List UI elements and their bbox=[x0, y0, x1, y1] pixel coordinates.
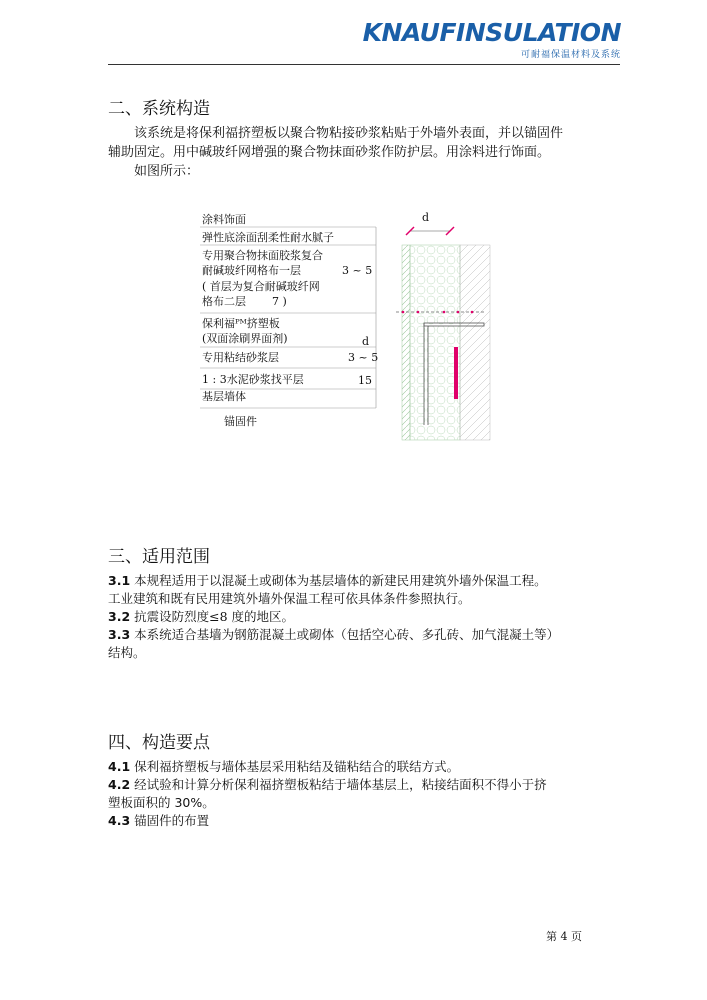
layer-dim-4: 3 ~ 5 bbox=[348, 351, 379, 364]
layer-dim-3: d bbox=[362, 335, 370, 348]
list-item: 4.1 保利福挤塑板与墙体基层采用粘结及锚粘结合的联结方式。 bbox=[108, 759, 460, 774]
para-line-1: 该系统是将保利福挤塑板以聚合物粘接砂浆粘贴于外墙外表面，并以锚固件 bbox=[134, 126, 564, 141]
layer-label-9: 专用粘结砂浆层 bbox=[202, 351, 279, 364]
list-item: 工业建筑和既有民用建筑外墙外保温工程可依具体条件参照执行。 bbox=[108, 591, 471, 606]
layer-label-11: 基层墙体 bbox=[202, 390, 246, 403]
knauf-insulation-logo bbox=[363, 20, 621, 60]
list-item: 3.3 本系统适合基墙为钢筋混凝土或砌体（包括空心砖、多孔砖、加气混凝土等） bbox=[108, 627, 560, 642]
section-3-title: 三、适用范围 bbox=[108, 547, 210, 567]
para-line-3: 如图所示： bbox=[134, 164, 200, 179]
section-4-list bbox=[108, 758, 608, 830]
layer-dim-5: 15 bbox=[358, 374, 372, 387]
layer-label-1: 涂料饰面 bbox=[202, 213, 246, 226]
logo-sub-text: 可耐福保温材料及系统 bbox=[520, 50, 621, 60]
logo-main-text: KNAUFINSULATION bbox=[362, 18, 621, 47]
list-item: 3.1 本规程适用于以混凝土或砌体为基层墙体的新建民用建筑外墙外保温工程。 bbox=[108, 573, 547, 588]
page-number: 第 4 页 bbox=[546, 930, 582, 943]
layer-label-7: 保利福ᴾᴹ挤塑板 bbox=[202, 317, 280, 330]
para-line-2: 辅助固定。用中碱玻纤网增强的聚合物抹面砂浆作防护层。用涂料进行饰面。 bbox=[108, 145, 551, 160]
layer-label-3: 专用聚合物抹面胶浆复合 bbox=[202, 249, 323, 262]
list-item: 结构。 bbox=[108, 645, 146, 660]
layer-dim-1: 3 ~ 5 bbox=[342, 264, 373, 277]
layer-label-4: 耐碱玻纤网格布一层 bbox=[202, 264, 301, 277]
layer-label-8: (双面涂刷界面剂) bbox=[202, 332, 288, 345]
system-construction-diagram bbox=[196, 205, 506, 445]
list-item: 4.2 经试验和计算分析保利福挤塑板粘结于墙体基层上，粘接结面积不得小于挤 bbox=[108, 777, 547, 792]
section-3-list bbox=[108, 572, 608, 662]
section-2-title: 二、系统构造 bbox=[108, 99, 210, 119]
layer-label-10: 1 : 3水泥砂浆找平层 bbox=[202, 373, 304, 386]
layer-label-5: ( 首层为复合耐碱玻纤网 bbox=[202, 280, 320, 293]
section-4-title: 四、构造要点 bbox=[108, 733, 210, 753]
header-rule bbox=[108, 64, 620, 65]
list-item: 3.2 抗震设防烈度≤8 度的地区。 bbox=[108, 609, 295, 624]
layer-label-6: 格布二层 bbox=[202, 295, 246, 308]
layer-label-12: 锚固件 bbox=[224, 415, 257, 428]
list-item: 塑板面积的 30%。 bbox=[108, 795, 215, 810]
layer-label-2: 弹性底涂面刮柔性耐水腻子 bbox=[202, 231, 334, 244]
layer-dim-2: 7 ) bbox=[272, 295, 287, 308]
list-item: 4.3 锚固件的布置 bbox=[108, 813, 210, 828]
dim-label-d: d bbox=[422, 211, 430, 224]
section-2-paragraph bbox=[108, 124, 608, 181]
